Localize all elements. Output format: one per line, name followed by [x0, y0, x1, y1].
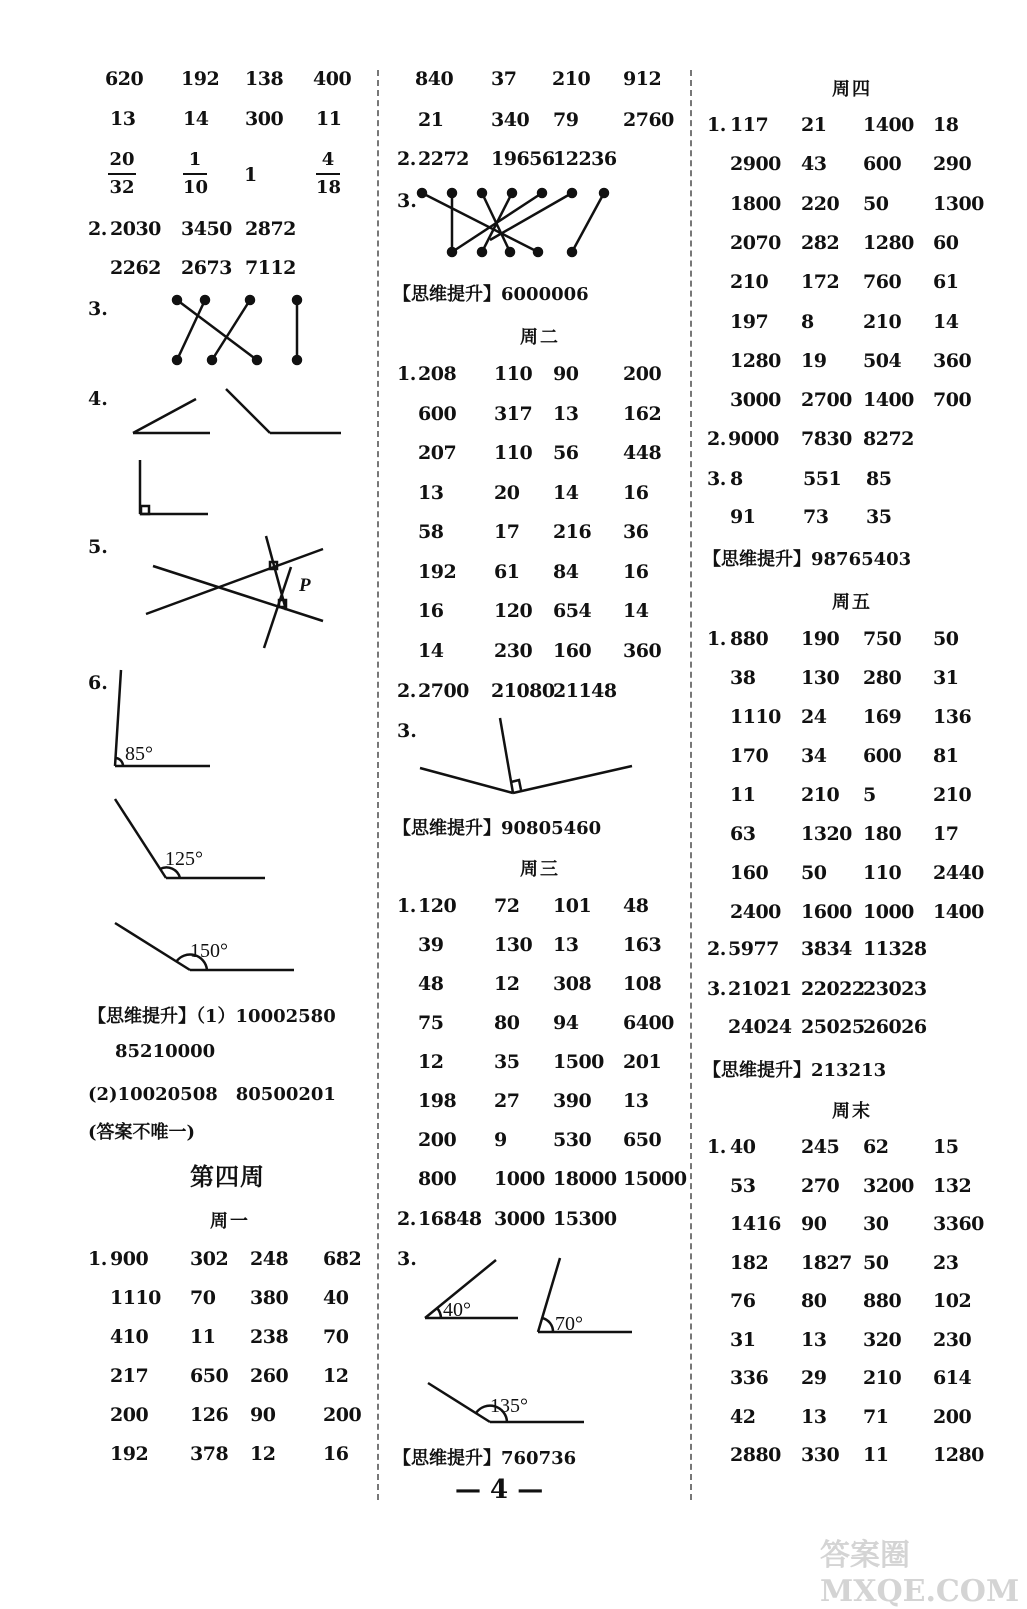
cell: 880	[730, 628, 769, 650]
cell: 62	[863, 1136, 889, 1158]
cell: 40	[730, 1136, 756, 1158]
question-label: 2.	[397, 1208, 416, 1230]
cell: 192	[418, 560, 457, 583]
cell: 23	[933, 1251, 959, 1274]
cell: 530	[553, 1129, 592, 1151]
cell: 8	[801, 310, 814, 333]
cell: 30	[863, 1213, 889, 1235]
cell: 11	[863, 1444, 889, 1466]
cell: 9000	[728, 428, 779, 450]
cell: 130	[801, 667, 840, 689]
cell: 16	[623, 560, 649, 583]
question-label: 2.	[88, 218, 107, 240]
cell: 80	[494, 1012, 520, 1034]
cell: 340	[491, 109, 530, 131]
cell: 81	[933, 745, 959, 767]
cell: 172	[801, 271, 840, 294]
cell: 5	[863, 784, 876, 806]
cell: 34	[801, 745, 827, 767]
question-label: 3.	[707, 468, 726, 490]
cell: 13	[418, 481, 444, 504]
cell: 79	[553, 109, 579, 131]
question-label: 2.	[397, 680, 416, 702]
cell: 2673	[181, 257, 232, 279]
cell: 2400	[730, 901, 781, 923]
cell: 13	[110, 108, 136, 130]
cell: 3000	[730, 389, 781, 412]
cell: 12	[494, 973, 520, 995]
cell: 25025	[801, 1016, 865, 1038]
cell: 53	[730, 1174, 756, 1197]
cell: 50	[933, 628, 959, 650]
cell: 14	[623, 600, 649, 622]
cell: 1400	[933, 901, 984, 923]
cell: 1827	[801, 1251, 852, 1274]
week-title: 第四周	[190, 1162, 265, 1191]
cell: 200	[933, 1405, 972, 1428]
cell: 378	[190, 1443, 229, 1465]
denominator: 18	[316, 177, 342, 198]
cell: 200	[623, 363, 662, 385]
cell: 308	[553, 973, 592, 995]
cell: 245	[801, 1136, 840, 1158]
cell: 90	[250, 1404, 276, 1426]
cell: 110	[494, 442, 533, 464]
cell: 101	[553, 895, 592, 917]
angle-label: 85°	[125, 743, 153, 765]
cell: 50	[863, 192, 889, 215]
question-label: 2.	[707, 938, 726, 960]
cell: 14	[933, 310, 959, 333]
angle-label: 40°	[443, 1299, 471, 1321]
cell: 16848	[418, 1208, 482, 1230]
cell: 336	[730, 1367, 769, 1389]
watermark: 答案圈 MXQE.COM	[820, 1538, 1020, 1609]
cell: 15	[933, 1136, 959, 1158]
cell: 200	[110, 1404, 149, 1426]
thinking-answer: 【思维提升】98765403	[703, 549, 912, 570]
cell: 3450	[181, 218, 232, 240]
cell: 2262	[110, 257, 161, 279]
cell: 18	[933, 114, 959, 136]
cell: 230	[933, 1328, 972, 1351]
cell: 1110	[110, 1287, 161, 1309]
cell: 160	[553, 639, 592, 662]
angle-label: 150°	[190, 940, 228, 962]
cell: 2900	[730, 153, 781, 176]
cell: 270	[801, 1174, 840, 1197]
cell: 58	[418, 521, 444, 543]
cell: 23023	[863, 978, 927, 1000]
thinking-answer: 85210000	[115, 1041, 216, 1062]
cell: 1280	[863, 231, 914, 254]
cell: 1000	[494, 1168, 545, 1190]
cell: 650	[623, 1129, 662, 1151]
cell: 900	[110, 1248, 149, 1270]
cell: 2760	[623, 109, 674, 131]
cell: 36	[623, 521, 649, 543]
cell: 198	[418, 1090, 457, 1112]
cell: 1600	[801, 901, 852, 923]
cell: 17	[494, 521, 520, 543]
cell: 600	[863, 745, 902, 767]
cell: 35	[866, 506, 892, 528]
cell: 2700	[418, 680, 469, 702]
thinking-answer: 【思维提升】760736	[393, 1448, 577, 1469]
cell: 17	[933, 823, 959, 845]
cell: 12	[323, 1365, 349, 1387]
cell: 201	[623, 1051, 662, 1073]
cell: 8	[730, 468, 743, 490]
cell: 1110	[730, 706, 781, 728]
cell: 1500	[553, 1051, 604, 1073]
cell: 760	[863, 271, 902, 294]
cell: 61	[494, 560, 520, 583]
angle-label: 70°	[555, 1313, 583, 1335]
cell: 76	[730, 1290, 756, 1312]
cell: 207	[418, 442, 457, 464]
cell: 132	[933, 1174, 972, 1197]
cell: 700	[933, 389, 972, 412]
cell: 380	[250, 1287, 289, 1309]
cell: 504	[863, 349, 902, 372]
cell: 14	[183, 108, 209, 130]
cell: 317	[494, 402, 533, 425]
cell: 2440	[933, 862, 984, 884]
cell: 216	[553, 521, 592, 543]
cell: 70	[323, 1326, 349, 1348]
cell: 38	[730, 667, 756, 689]
cell: 551	[803, 468, 842, 490]
cell: 13	[801, 1328, 827, 1351]
cell: 8272	[863, 428, 914, 450]
cell: 110	[494, 363, 533, 385]
cell: 12	[418, 1051, 444, 1073]
cell: 210	[863, 1367, 902, 1389]
cell: 650	[190, 1365, 229, 1387]
cell: 21	[801, 114, 827, 136]
cell: 24024	[728, 1016, 792, 1038]
question-label: 1.	[707, 114, 726, 136]
cell: 320	[863, 1328, 902, 1351]
question-3-label: 3.	[397, 190, 417, 212]
cell: 217	[110, 1365, 149, 1387]
cell: 190	[801, 628, 840, 650]
thinking-answer: 【思维提升】（1）10002580	[88, 1006, 336, 1027]
cell: 197	[730, 310, 769, 333]
denominator: 10	[183, 177, 209, 198]
cell: 170	[730, 745, 769, 767]
cell: 35	[494, 1051, 520, 1073]
cell: 208	[418, 363, 457, 385]
cell: 19	[801, 349, 827, 372]
cell: 260	[250, 1365, 289, 1387]
thinking-answer: (答案不唯一)	[88, 1122, 196, 1143]
numerator: 4	[321, 149, 335, 170]
cell: 614	[933, 1367, 972, 1389]
cell: 56	[553, 442, 579, 464]
question-label: 1.	[397, 895, 416, 917]
cell: 21148	[553, 680, 617, 702]
cell: 1400	[863, 389, 914, 412]
cell: 12236	[553, 148, 617, 170]
cell: 13	[553, 934, 579, 956]
cell: 26026	[863, 1016, 927, 1038]
cell: 248	[250, 1248, 289, 1270]
cell: 120	[494, 600, 533, 622]
cell: 230	[494, 639, 533, 662]
cell: 60	[933, 231, 959, 254]
numerator: 1	[188, 149, 202, 170]
question-label: 1.	[88, 1248, 107, 1270]
cell: 192	[110, 1443, 149, 1465]
point-p-label: P	[299, 575, 311, 596]
question-label: 1.	[707, 1136, 726, 1158]
question-5-label: 5.	[88, 536, 108, 558]
cell: 15300	[553, 1208, 617, 1230]
cell: 11328	[863, 938, 927, 960]
cell: 6400	[623, 1012, 674, 1034]
page-number: — 4 —	[455, 1475, 544, 1505]
angle-label: 125°	[165, 848, 203, 870]
cell: 3360	[933, 1213, 984, 1235]
cell: 210	[801, 784, 840, 806]
cell: 360	[933, 349, 972, 372]
cell: 290	[933, 153, 972, 176]
cell: 210	[863, 310, 902, 333]
cell: 19656	[491, 148, 555, 170]
cell: 600	[863, 153, 902, 176]
cell: 16	[323, 1443, 349, 1465]
cell: 9	[494, 1129, 507, 1151]
cell: 48	[623, 895, 649, 917]
cell: 390	[553, 1090, 592, 1112]
question-6-label: 6.	[88, 672, 108, 694]
cell: 620	[105, 68, 144, 90]
question-3-label: 3.	[397, 1248, 417, 1270]
cell: 48	[418, 973, 444, 995]
day-title: 周四	[832, 79, 872, 100]
cell: 200	[418, 1129, 457, 1151]
cell: 80	[801, 1290, 827, 1312]
cell: 72	[494, 895, 520, 917]
cell: 21021	[728, 978, 792, 1000]
thinking-answer: (2)10020508 80500201	[88, 1084, 336, 1105]
cell: 15000	[623, 1168, 687, 1190]
question-label: 1.	[397, 363, 416, 385]
cell: 42	[730, 1405, 756, 1428]
numerator: 20	[109, 149, 135, 170]
question-label: 2.	[397, 148, 416, 170]
cell: 70	[190, 1287, 216, 1309]
cell: 5977	[728, 938, 779, 960]
cell: 18000	[553, 1168, 617, 1190]
cell: 13	[801, 1405, 827, 1428]
cell: 600	[418, 402, 457, 425]
cell: 210	[552, 68, 591, 90]
cell: 91	[730, 506, 756, 528]
cell: 50	[863, 1251, 889, 1274]
cell: 162	[623, 402, 662, 425]
thinking-answer: 【思维提升】213213	[703, 1060, 887, 1081]
cell: 360	[623, 639, 662, 662]
cell: 180	[863, 823, 902, 845]
question-4-label: 4.	[88, 388, 108, 410]
cell: 16	[418, 600, 444, 622]
cell: 37	[491, 68, 517, 90]
question-3-label: 3.	[88, 298, 108, 320]
cell: 13	[623, 1090, 649, 1112]
cell: 160	[730, 862, 769, 884]
cell: 12	[250, 1443, 276, 1465]
cell: 238	[250, 1326, 289, 1348]
cell: 1280	[933, 1444, 984, 1466]
cell: 2070	[730, 231, 781, 254]
cell: 90	[553, 363, 579, 385]
cell: 50	[801, 862, 827, 884]
denominator: 32	[109, 177, 135, 198]
cell: 120	[418, 895, 457, 917]
cell: 300	[245, 108, 284, 130]
cell: 1000	[863, 901, 914, 923]
cell: 40	[323, 1287, 349, 1309]
angle-label: 135°	[490, 1395, 528, 1417]
cell: 63	[730, 823, 756, 845]
cell: 163	[623, 934, 662, 956]
cell: 43	[801, 153, 827, 176]
cell: 2880	[730, 1444, 781, 1466]
day-title: 周末	[832, 1101, 872, 1122]
cell: 400	[313, 68, 352, 90]
cell: 31	[730, 1328, 756, 1351]
cell: 11	[316, 108, 342, 130]
cell: 13	[553, 402, 579, 425]
cell: 138	[245, 68, 284, 90]
cell: 682	[323, 1248, 362, 1270]
cell: 94	[553, 1012, 579, 1034]
cell: 2272	[418, 148, 469, 170]
cell: 210	[933, 784, 972, 806]
question-label: 1.	[707, 628, 726, 650]
cell: 192	[181, 68, 220, 90]
cell: 2872	[245, 218, 296, 240]
cell: 108	[623, 973, 662, 995]
cell: 11	[190, 1326, 216, 1348]
cell: 282	[801, 231, 840, 254]
cell: 182	[730, 1251, 769, 1274]
cell: 302	[190, 1248, 229, 1270]
cell: 20	[494, 481, 520, 504]
cell: 800	[418, 1168, 457, 1190]
day-title: 周一	[210, 1211, 250, 1232]
cell: 24	[801, 706, 827, 728]
cell: 7830	[801, 428, 852, 450]
thinking-answer: 【思维提升】6000006	[393, 284, 589, 305]
cell: 71	[863, 1405, 889, 1428]
cell: 11	[730, 784, 756, 806]
cell: 840	[415, 68, 454, 90]
cell: 912	[623, 68, 662, 90]
cell: 1320	[801, 823, 852, 845]
cell: 126	[190, 1404, 229, 1426]
cell: 75	[418, 1012, 444, 1034]
cell: 21080	[491, 680, 555, 702]
cell: 1	[244, 164, 257, 186]
cell: 2700	[801, 389, 852, 412]
cell: 90	[801, 1213, 827, 1235]
thinking-answer: 【思维提升】90805460	[393, 818, 602, 839]
cell: 84	[553, 560, 579, 583]
cell: 21	[418, 109, 444, 131]
day-title: 周三	[520, 859, 560, 880]
cell: 169	[863, 706, 902, 728]
cell: 220	[801, 192, 840, 215]
cell: 61	[933, 271, 959, 294]
cell: 1300	[933, 192, 984, 215]
cell: 200	[323, 1404, 362, 1426]
cell: 654	[553, 600, 592, 622]
cell: 22022	[801, 978, 865, 1000]
cell: 750	[863, 628, 902, 650]
cell: 330	[801, 1444, 840, 1466]
question-label: 2.	[707, 428, 726, 450]
cell: 14	[553, 481, 579, 504]
cell: 29	[801, 1367, 827, 1389]
cell: 136	[933, 706, 972, 728]
cell: 14	[418, 639, 444, 662]
cell: 39	[418, 934, 444, 956]
cell: 3000	[494, 1208, 545, 1230]
question-label: 3.	[707, 978, 726, 1000]
cell: 1400	[863, 114, 914, 136]
day-title: 周五	[832, 592, 872, 613]
cell: 210	[730, 271, 769, 294]
cell: 2030	[110, 218, 161, 240]
cell: 130	[494, 934, 533, 956]
cell: 7112	[245, 257, 296, 279]
cell: 410	[110, 1326, 149, 1348]
cell: 3200	[863, 1174, 914, 1197]
cell: 117	[730, 114, 769, 136]
cell: 448	[623, 442, 662, 464]
cell: 1800	[730, 192, 781, 215]
cell: 280	[863, 667, 902, 689]
question-3-label: 3.	[397, 720, 417, 742]
cell: 3834	[801, 938, 852, 960]
cell: 31	[933, 667, 959, 689]
day-title: 周二	[520, 327, 560, 348]
cell: 880	[863, 1290, 902, 1312]
cell: 73	[803, 506, 829, 528]
cell: 16	[623, 481, 649, 504]
cell: 27	[494, 1090, 520, 1112]
cell: 102	[933, 1290, 972, 1312]
cell: 1416	[730, 1213, 781, 1235]
cell: 85	[866, 468, 892, 490]
cell: 110	[863, 862, 902, 884]
cell: 1280	[730, 349, 781, 372]
